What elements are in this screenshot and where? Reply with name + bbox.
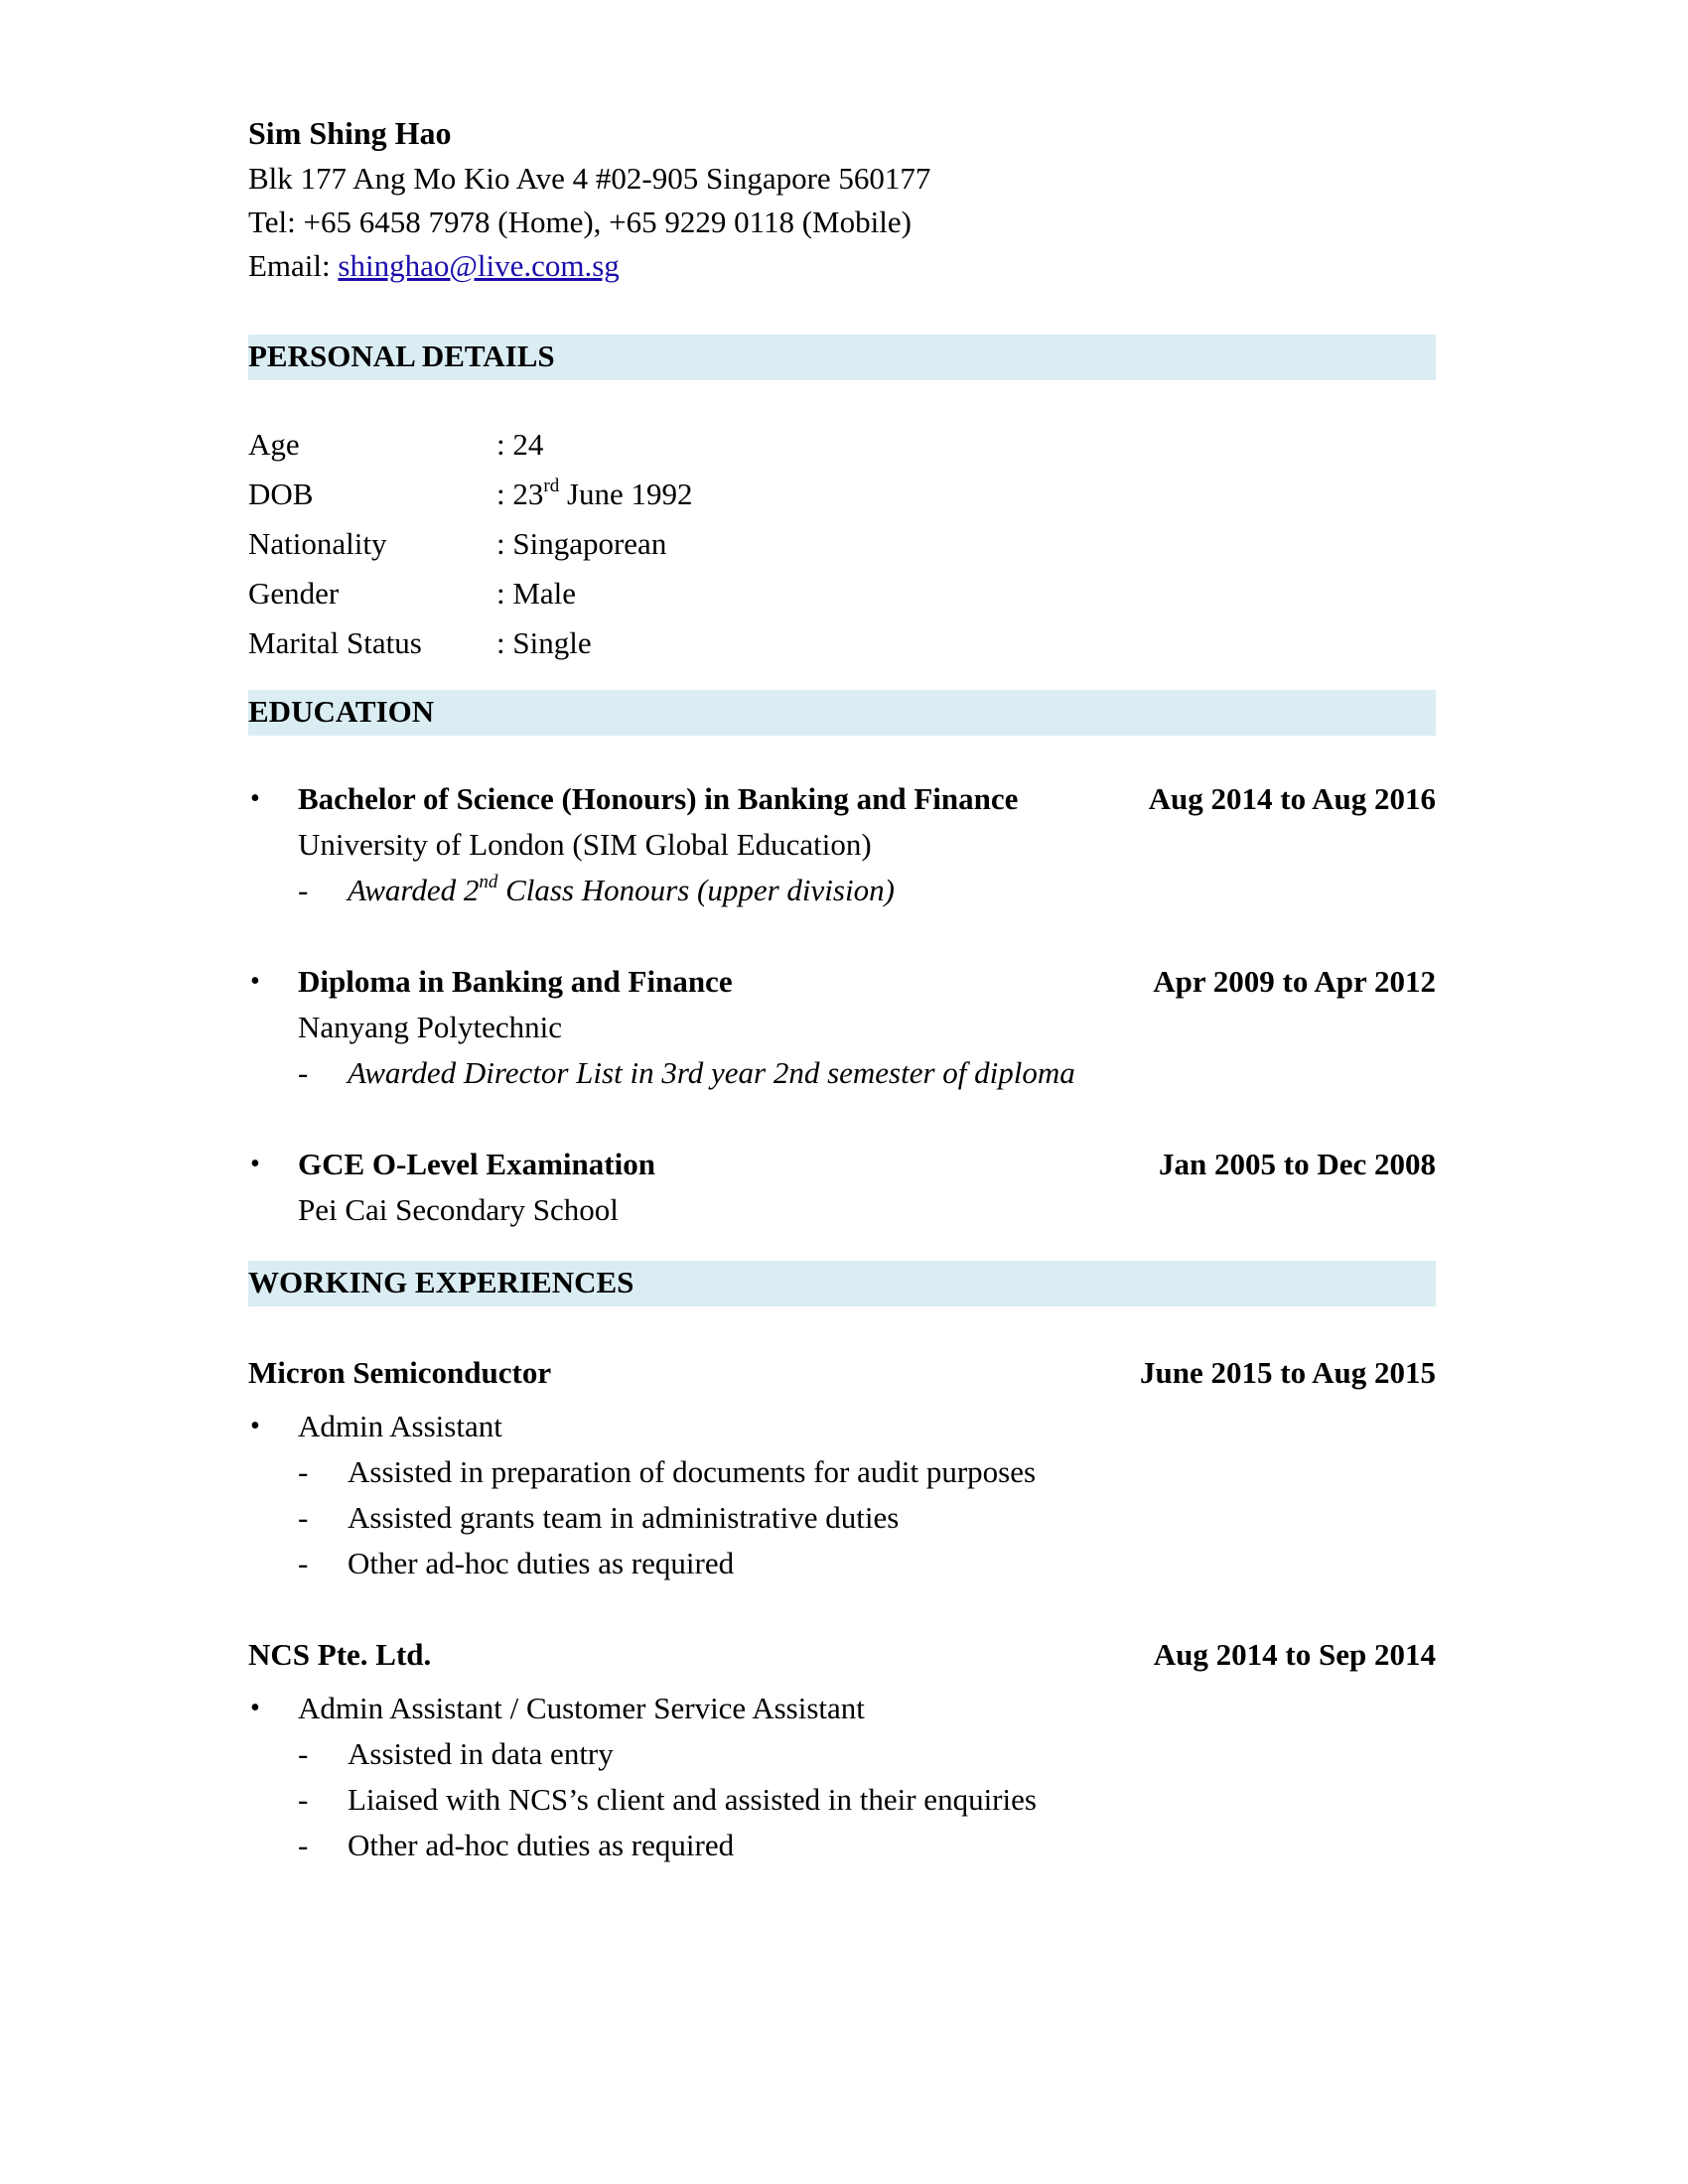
bullet-icon: • bbox=[250, 1149, 260, 1179]
education-entry-head bbox=[298, 776, 1436, 822]
job-duty bbox=[298, 1495, 1436, 1541]
job-duty bbox=[298, 1731, 1436, 1777]
degree-title: Diploma in Banking and Finance bbox=[298, 964, 733, 999]
personal-row-gender bbox=[248, 569, 1436, 618]
education-entry-body bbox=[298, 776, 1436, 913]
personal-value: : Singaporean bbox=[496, 526, 667, 561]
company-name: Micron Semiconductor bbox=[248, 1355, 552, 1390]
education-period: Jan 2005 to Dec 2008 bbox=[1159, 1147, 1436, 1181]
personal-label: Marital Status bbox=[248, 625, 422, 660]
personal-value bbox=[496, 470, 693, 519]
dob-ordinal: rd bbox=[543, 475, 560, 496]
job-duty bbox=[298, 1449, 1436, 1495]
dash-icon: - bbox=[298, 1828, 309, 1862]
personal-label: Nationality bbox=[248, 526, 387, 561]
education-entry-body bbox=[298, 1142, 1436, 1233]
education-entry-row bbox=[248, 1142, 1436, 1233]
job-duty-text: Other ad-hoc duties as required bbox=[348, 1828, 735, 1862]
dob-day: : 23 bbox=[496, 477, 544, 511]
phone-line: Tel: +65 6458 7978 (Home), +65 9229 0118 (Mobile) bbox=[248, 205, 912, 239]
email-label: Email: bbox=[248, 248, 339, 283]
school-name: Nanyang Polytechnic bbox=[298, 1010, 563, 1044]
dash-icon: - bbox=[298, 1055, 309, 1090]
job-role: Admin Assistant / Customer Service Assistant bbox=[298, 1691, 865, 1725]
dash-icon: - bbox=[298, 1782, 309, 1817]
education-entry-row bbox=[248, 776, 1436, 913]
personal-row-age bbox=[248, 420, 1436, 470]
education-note-text bbox=[348, 868, 895, 913]
section-header-personal-details: PERSONAL DETAILS bbox=[248, 335, 1436, 380]
job-duty-text: Assisted grants team in administrative duties bbox=[348, 1500, 900, 1535]
dash-icon: - bbox=[298, 1546, 309, 1580]
email-link[interactable]: shinghao@live.com.sg bbox=[338, 248, 620, 283]
note-suffix: Class Honours (upper division) bbox=[497, 873, 895, 907]
note-ordinal: nd bbox=[479, 871, 498, 892]
section-header-working-experiences: WORKING EXPERIENCES bbox=[248, 1261, 1436, 1306]
note-prefix: Awarded 2 bbox=[348, 873, 480, 907]
school-name: University of London (SIM Global Education) bbox=[298, 827, 872, 862]
contact-header bbox=[248, 109, 1436, 288]
education-entry-head bbox=[298, 1142, 1436, 1187]
degree-title: GCE O-Level Examination bbox=[298, 1147, 655, 1181]
bullet-icon: • bbox=[250, 1693, 260, 1723]
bullet-icon: • bbox=[250, 783, 260, 814]
job-period: Aug 2014 to Sep 2014 bbox=[1153, 1637, 1436, 1672]
degree-title: Bachelor of Science (Honours) in Banking and Finance bbox=[298, 781, 1019, 816]
personal-value: : 24 bbox=[496, 427, 544, 462]
bullet-icon: • bbox=[250, 966, 260, 997]
personal-label: Age bbox=[248, 427, 300, 462]
education-note bbox=[298, 1050, 1436, 1096]
dash-icon: - bbox=[298, 1736, 309, 1771]
dash-icon: - bbox=[298, 873, 309, 907]
bullet-icon: • bbox=[250, 1411, 260, 1441]
job-duty-text: Other ad-hoc duties as required bbox=[348, 1546, 735, 1580]
education-entry-row bbox=[248, 959, 1436, 1096]
dash-icon: - bbox=[298, 1500, 309, 1535]
school-name: Pei Cai Secondary School bbox=[298, 1192, 619, 1227]
education-period: Aug 2014 to Aug 2016 bbox=[1148, 781, 1436, 816]
education-entry bbox=[248, 1142, 1436, 1233]
personal-label: Gender bbox=[248, 576, 340, 611]
education-period: Apr 2009 to Apr 2012 bbox=[1153, 964, 1436, 999]
job-entry bbox=[248, 1350, 1436, 1586]
job-head bbox=[248, 1632, 1436, 1678]
job-duty-text: Liaised with NCS’s client and assisted in their enquiries bbox=[348, 1782, 1037, 1817]
candidate-name: Sim Shing Hao bbox=[248, 115, 452, 151]
job-role-row bbox=[248, 1686, 1436, 1868]
personal-value: : Single bbox=[496, 625, 592, 660]
job-role-body bbox=[298, 1404, 1436, 1586]
job-duty bbox=[298, 1823, 1436, 1868]
education-entry-body bbox=[298, 959, 1436, 1096]
personal-value: : Male bbox=[496, 576, 577, 611]
job-duty-text: Assisted in preparation of documents for audit purposes bbox=[348, 1454, 1037, 1489]
job-head bbox=[248, 1350, 1436, 1396]
job-role-row bbox=[248, 1404, 1436, 1586]
education-entry bbox=[248, 776, 1436, 913]
job-duty bbox=[298, 1541, 1436, 1586]
company-name: NCS Pte. Ltd. bbox=[248, 1637, 432, 1672]
resume-page bbox=[248, 109, 1436, 1868]
personal-row-dob bbox=[248, 470, 1436, 519]
education-note-text: Awarded Director List in 3rd year 2nd semester of diploma bbox=[348, 1055, 1075, 1090]
dash-icon: - bbox=[298, 1454, 309, 1489]
dob-month-year: June 1992 bbox=[559, 477, 693, 511]
section-header-education: EDUCATION bbox=[248, 690, 1436, 736]
job-role-body bbox=[298, 1686, 1436, 1868]
email-line bbox=[248, 244, 1436, 288]
job-entry bbox=[248, 1632, 1436, 1868]
personal-row-marital-status bbox=[248, 618, 1436, 668]
job-period: June 2015 to Aug 2015 bbox=[1140, 1355, 1436, 1390]
education-entry bbox=[248, 959, 1436, 1096]
address-line: Blk 177 Ang Mo Kio Ave 4 #02-905 Singapore 560177 bbox=[248, 161, 931, 196]
job-role: Admin Assistant bbox=[298, 1409, 502, 1443]
education-entry-head bbox=[298, 959, 1436, 1005]
personal-details-table bbox=[248, 420, 1436, 668]
job-duty-text: Assisted in data entry bbox=[348, 1736, 614, 1771]
personal-label: DOB bbox=[248, 477, 314, 511]
personal-row-nationality bbox=[248, 519, 1436, 569]
job-duty bbox=[298, 1777, 1436, 1823]
education-note bbox=[298, 868, 1436, 913]
